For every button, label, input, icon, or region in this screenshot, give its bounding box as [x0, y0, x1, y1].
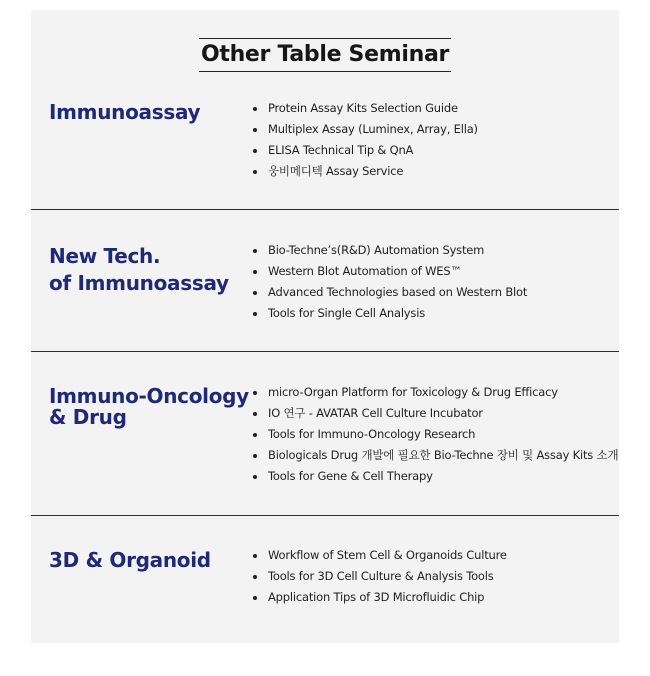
- section-heading-line: New Tech.: [49, 244, 161, 268]
- list-item: IO 연구 - AVATAR Cell Culture Incubator: [253, 403, 618, 424]
- section-list-immuno-oncology: [253, 382, 618, 487]
- list-item: Advanced Technologies based on Western Blot: [253, 282, 527, 303]
- list-item: Workflow of Stem Cell & Organoids Culture: [253, 545, 507, 566]
- list-item: micro-Organ Platform for Toxicology & Drug Efficacy: [253, 382, 618, 403]
- list-item: ELISA Technical Tip & QnA: [253, 140, 478, 161]
- section-list-3d-organoid: [253, 545, 507, 608]
- list-item: Protein Assay Kits Selection Guide: [253, 98, 478, 119]
- title-wrap: [31, 38, 619, 72]
- section-heading-line: of Immunoassay: [49, 271, 229, 295]
- section-divider: [31, 351, 619, 352]
- page-title: Other Table Seminar: [199, 38, 451, 72]
- section-heading-line: Immuno-Oncology: [49, 384, 249, 408]
- section-heading-line: 3D & Organoid: [49, 548, 211, 572]
- section-heading-3d-organoid: [49, 548, 211, 572]
- list-item: Bio-Techne’s(R&D) Automation System: [253, 240, 527, 261]
- section-heading-line: Immunoassay: [49, 100, 201, 124]
- section-divider: [31, 515, 619, 516]
- list-item: Western Blot Automation of WES™: [253, 261, 527, 282]
- section-heading-line: & Drug: [49, 405, 127, 429]
- seminar-panel: [31, 10, 619, 643]
- list-item: Tools for 3D Cell Culture & Analysis Tools: [253, 566, 507, 587]
- list-item: 웅비메디텍 Assay Service: [253, 161, 478, 182]
- section-divider: [31, 209, 619, 210]
- section-list-new-tech: [253, 240, 527, 324]
- section-list-immunoassay: [253, 98, 478, 182]
- list-item: Multiplex Assay (Luminex, Array, Ella): [253, 119, 478, 140]
- list-item: Biologicals Drug 개발에 필요한 Bio-Techne 장비 및 Assay Kits 소개: [253, 445, 618, 466]
- section-heading-immunoassay: [49, 100, 200, 124]
- list-item: Tools for Immuno-Oncology Research: [253, 424, 618, 445]
- section-heading-new-tech: [49, 243, 229, 297]
- section-heading-immuno-oncology: [49, 386, 249, 428]
- list-item: Application Tips of 3D Microfluidic Chip: [253, 587, 507, 608]
- list-item: Tools for Gene & Cell Therapy: [253, 466, 618, 487]
- list-item: Tools for Single Cell Analysis: [253, 303, 527, 324]
